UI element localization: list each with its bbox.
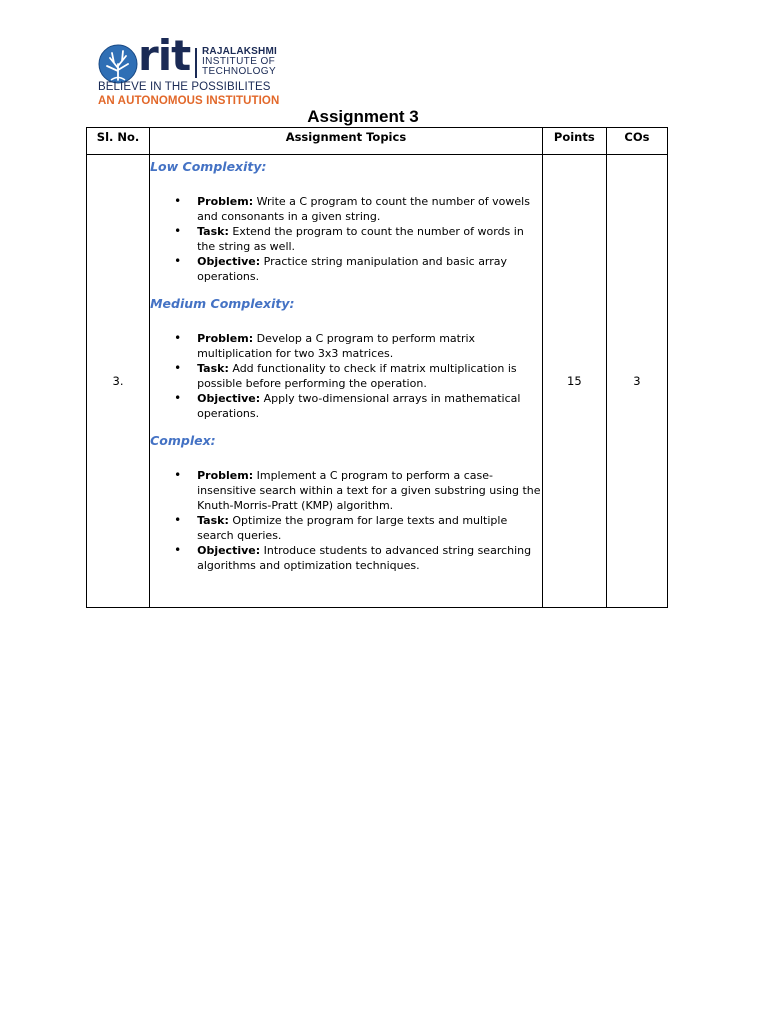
tree-globe-icon [98,44,140,84]
column-header-sl-no: Sl. No. [87,128,150,155]
section-heading-low: Low Complexity: [150,159,267,174]
institution-logo [98,31,298,108]
column-header-points: Points [542,128,606,155]
institute-name-line3: TECHNOLOGY [202,66,277,77]
cell-topics [150,155,543,608]
list-item [197,224,542,254]
item-label: Objective: [197,392,261,405]
logo-wordmark: rit [138,31,191,80]
item-label: Problem: [197,332,254,345]
subtagline: AN AUTONOMOUS INSTITUTION [98,95,280,107]
list-item [197,194,542,224]
column-header-topics: Assignment Topics [150,128,543,155]
assignment-table [86,127,668,608]
section-heading-medium: Medium Complexity: [150,296,295,311]
item-text: Apply two-dimensional arrays in mathematical operations. [197,392,521,420]
task-list-complex [150,468,542,573]
list-item [197,468,542,513]
item-text: Add functionality to check if matrix multiplication is possible before performing the operation. [197,362,517,390]
item-label: Problem: [197,469,254,482]
task-list-medium [150,331,542,421]
item-text: Develop a C program to perform matrix multiplication for two 3x3 matrices. [197,332,476,360]
logo-divider [195,48,197,78]
list-item [197,331,542,361]
page-title: Assignment 3 [307,107,419,126]
list-item [197,513,542,543]
cell-sl-no: 3. [87,155,150,608]
cell-points: 15 [542,155,606,608]
table-row [87,155,668,608]
item-text: Practice string manipulation and basic array operations. [197,255,508,283]
list-item [197,543,542,573]
column-header-cos: COs [606,128,667,155]
item-label: Task: [197,225,229,238]
item-label: Task: [197,514,229,527]
section-heading-complex: Complex: [150,433,216,448]
institute-name [202,47,277,77]
list-item [197,361,542,391]
table-header-row [87,128,668,155]
item-label: Objective: [197,255,261,268]
institute-name-line2: INSTITUTE OF [202,56,276,67]
tagline: BELIEVE IN THE POSSIBILITES [98,81,271,93]
item-label: Task: [197,362,229,375]
item-text: Write a C program to count the number of vowels and consonants in a given string. [197,195,530,223]
item-label: Objective: [197,544,261,557]
item-text: Implement a C program to perform a case-insensitive search within a text for a given substring using the Knuth-Morris-Pratt (KMP) algorithm. [197,469,541,512]
item-label: Problem: [197,195,254,208]
list-item [197,391,542,421]
item-text: Introduce students to advanced string searching algorithms and optimization techniques. [197,544,532,572]
list-item [197,254,542,284]
task-list-low [150,194,542,284]
item-text: Optimize the program for large texts and multiple search queries. [197,514,508,542]
cell-cos: 3 [606,155,667,608]
institute-name-line1: RAJALAKSHMI [202,46,277,57]
item-text: Extend the program to count the number of words in the string as well. [197,225,524,253]
